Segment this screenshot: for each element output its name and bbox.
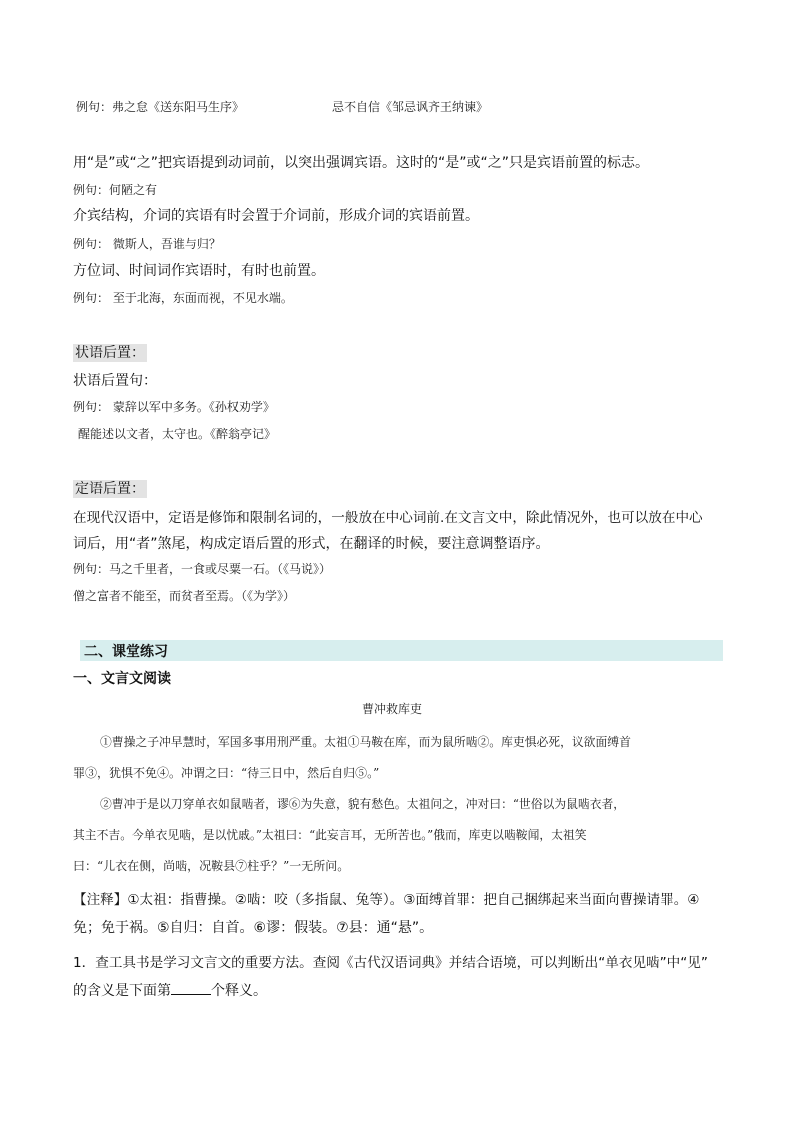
attributive-text-1: 在现代汉语中，定语是修饰和限制名词的，一般放在中心词前.在文言文中，除此情况外，也可以放在中心 — [73, 510, 703, 526]
passage-p1-line2: 罪③，犹惧不免④。冲谓之曰：“待三日中，然后自归⑤。” — [73, 766, 380, 780]
section-header-bar — [80, 640, 723, 661]
passage-p1-line1: ①曹操之子冲早慧时，军国多事用刑严重。太祖①马鞍在库，而为鼠所啮②。库吏惧必死，议欲面缚首 — [100, 735, 631, 749]
rule-prep: 介宾结构，介词的宾语有时会置于介词前，形成介词的宾语前置。 — [73, 208, 479, 224]
passage-p2-line1: ②曹冲于是以刀穿单衣如鼠啮者，谬⑥为失意，貌有愁色。太祖问之，冲对曰：“世俗以为鼠啮衣者， — [100, 797, 626, 811]
section-title: 二、课堂练习 — [84, 644, 168, 660]
adverbial-example-1: 例句： 蒙辞以军中多务。《孙权劝学》 — [73, 400, 275, 414]
question-1-line-2 — [73, 980, 267, 1000]
attributive-example-2: 僧之富者不能至，而贫者至焉。（《为学》） — [73, 589, 296, 603]
notes-line-2: 免；免于祸。⑤自归：自首。⑥谬：假装。⑦县：通“悬”。 — [73, 920, 434, 936]
rule-locative: 方位词、时间词作宾语时，有时也前置。 — [73, 263, 325, 279]
question-1-line-1: 1．查工具书是学习文言文的重要方法。查阅《古代汉语词典》并结合语境，可以判断出“单衣见啮”中“见” — [73, 955, 708, 971]
attributive-example-1: 例句：马之千里者，一食或尽粟一石。（《马说》） — [73, 562, 332, 576]
example-3: 例句： 微斯人，吾谁与归？ — [73, 237, 221, 251]
example-4: 例句： 至于北海，东面而视，不见水端。 — [73, 291, 293, 305]
example-2: 例句：何陋之有 — [73, 183, 158, 197]
attributive-heading-text: 定语后置： — [75, 481, 145, 497]
adverbial-heading — [73, 342, 147, 362]
attributive-text-2: 词后，用“者”煞尾，构成定语后置的形式，在翻译的时候，要注意调整语序。 — [73, 536, 550, 552]
example-left: 例句：弗之怠《送东阳马生序》 — [76, 100, 245, 114]
passage-p2-line3: 曰：“儿衣在侧，尚啮，况鞍县⑦柱乎？”一无所问。 — [73, 859, 350, 873]
notes-line-1: 【注释】①太祖：指曹操。②啮：咬（多指鼠、兔等）。③面缚首罪：把自己捆绑起来当面向曹操请罪。④ — [73, 892, 700, 908]
rule-shi-zhi: 用“是”或“之”把宾语提到动词前，以突出强调宾语。这时的“是”或“之”只是宾语前置的标志。 — [73, 155, 650, 171]
attributive-heading — [73, 478, 147, 498]
question-1-text-before: 的含义是下面第 — [73, 983, 171, 999]
adverbial-heading-text: 状语后置： — [75, 345, 145, 361]
question-1-text-after: 个释义。 — [211, 983, 267, 999]
passage-title: 曹冲救库吏 — [362, 702, 423, 716]
example-right: 忌不自信《邹忌讽齐王纳谏》 — [332, 100, 489, 114]
passage-p2-line2: 其主不吉。今单衣见啮，是以忧戚。”太祖曰：“此妄言耳，无所苦也。”俄而，库吏以啮鞍闻，太祖笑 — [73, 828, 587, 842]
adverbial-example-2: 醒能述以文者，太守也。《醉翁亭记》 — [78, 427, 277, 441]
example-line-1 — [76, 98, 244, 115]
answer-blank[interactable] — [171, 980, 211, 995]
subsection-title: 一、文言文阅读 — [73, 671, 171, 687]
adverbial-subheading: 状语后置句： — [73, 373, 157, 389]
